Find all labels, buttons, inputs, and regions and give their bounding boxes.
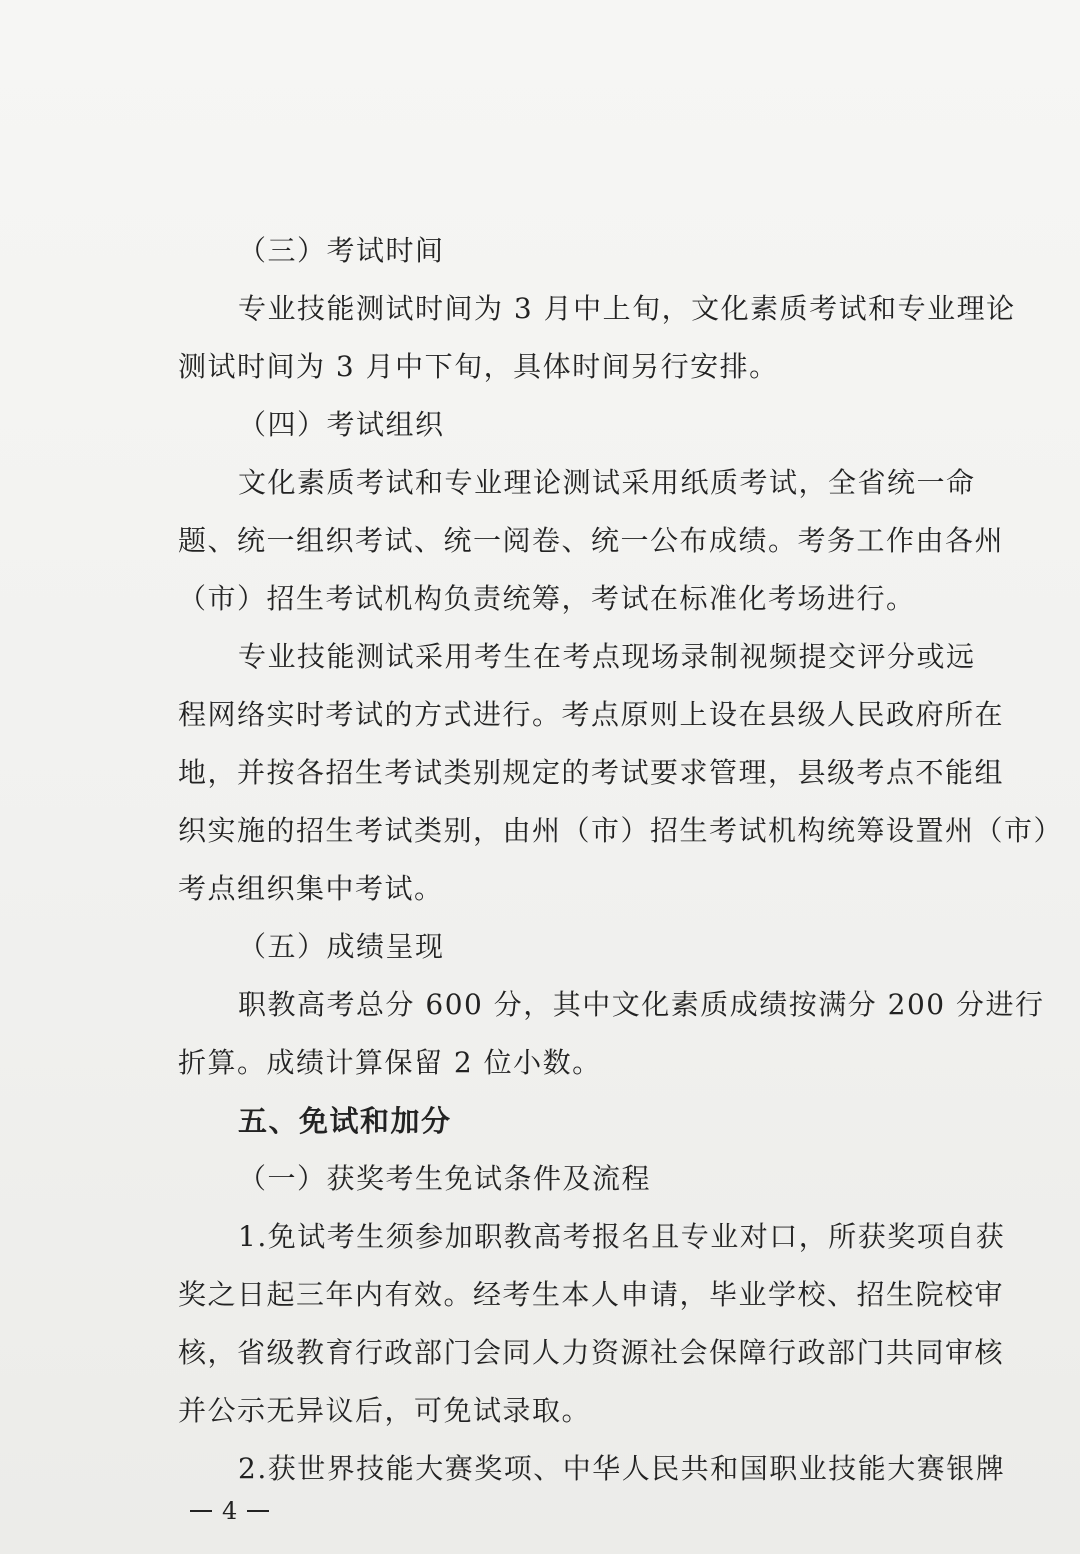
page-number: 4 <box>222 1497 238 1525</box>
chapter-heading-exemption: 五、免试和加分 <box>238 1104 452 1138</box>
paragraph-line: 考点组织集中考试。 <box>178 872 444 905</box>
footer-dash-right <box>247 1510 269 1512</box>
paragraph-line: 折算。成绩计算保留 2 位小数。 <box>178 1046 602 1079</box>
paragraph-line: 测试时间为 3 月中下旬，具体时间另行安排。 <box>178 350 779 383</box>
paragraph-line: 专业技能测试采用考生在考点现场录制视频提交评分或远 <box>238 640 976 673</box>
paragraph-line: 专业技能测试时间为 3 月中上旬，文化素质考试和专业理论 <box>238 292 1016 325</box>
subsection-heading-award-exemption: （一）获奖考生免试条件及流程 <box>238 1162 652 1195</box>
paragraph-line: 题、统一组织考试、统一阅卷、统一公布成绩。考务工作由各州 <box>178 524 1005 557</box>
paragraph-line: 并公示无异议后，可免试录取。 <box>178 1394 592 1427</box>
paragraph-line: 程网络实时考试的方式进行。考点原则上设在县级人民政府所在 <box>178 698 1005 731</box>
paragraph-line: 奖之日起三年内有效。经考生本人申请，毕业学校、招生院校审 <box>178 1278 1005 1311</box>
paragraph-line: 1.免试考生须参加职教高考报名且专业对口，所获奖项自获 <box>238 1220 1006 1253</box>
paragraph-line: 2.获世界技能大赛奖项、中华人民共和国职业技能大赛银牌 <box>238 1452 1006 1485</box>
section-heading-score-presentation: （五）成绩呈现 <box>238 930 445 963</box>
paragraph-line: 文化素质考试和专业理论测试采用纸质考试，全省统一命 <box>238 466 976 499</box>
paragraph-line: 织实施的招生考试类别，由州（市）招生考试机构统筹设置州（市） <box>178 814 1064 847</box>
document-body <box>178 222 1064 1498</box>
paragraph-line: （市）招生考试机构负责统筹，考试在标准化考场进行。 <box>178 582 916 615</box>
paragraph-line: 地，并按各招生考试类别规定的考试要求管理，县级考点不能组 <box>178 756 1005 789</box>
section-heading-exam-organization: （四）考试组织 <box>238 408 445 441</box>
page-footer <box>190 1497 269 1525</box>
paragraph-line: 核，省级教育行政部门会同人力资源社会保障行政部门共同审核 <box>178 1336 1005 1369</box>
footer-dash-left <box>190 1510 212 1512</box>
paragraph-line: 职教高考总分 600 分，其中文化素质成绩按满分 200 分进行 <box>238 988 1045 1021</box>
section-heading-exam-time: （三）考试时间 <box>238 234 445 267</box>
